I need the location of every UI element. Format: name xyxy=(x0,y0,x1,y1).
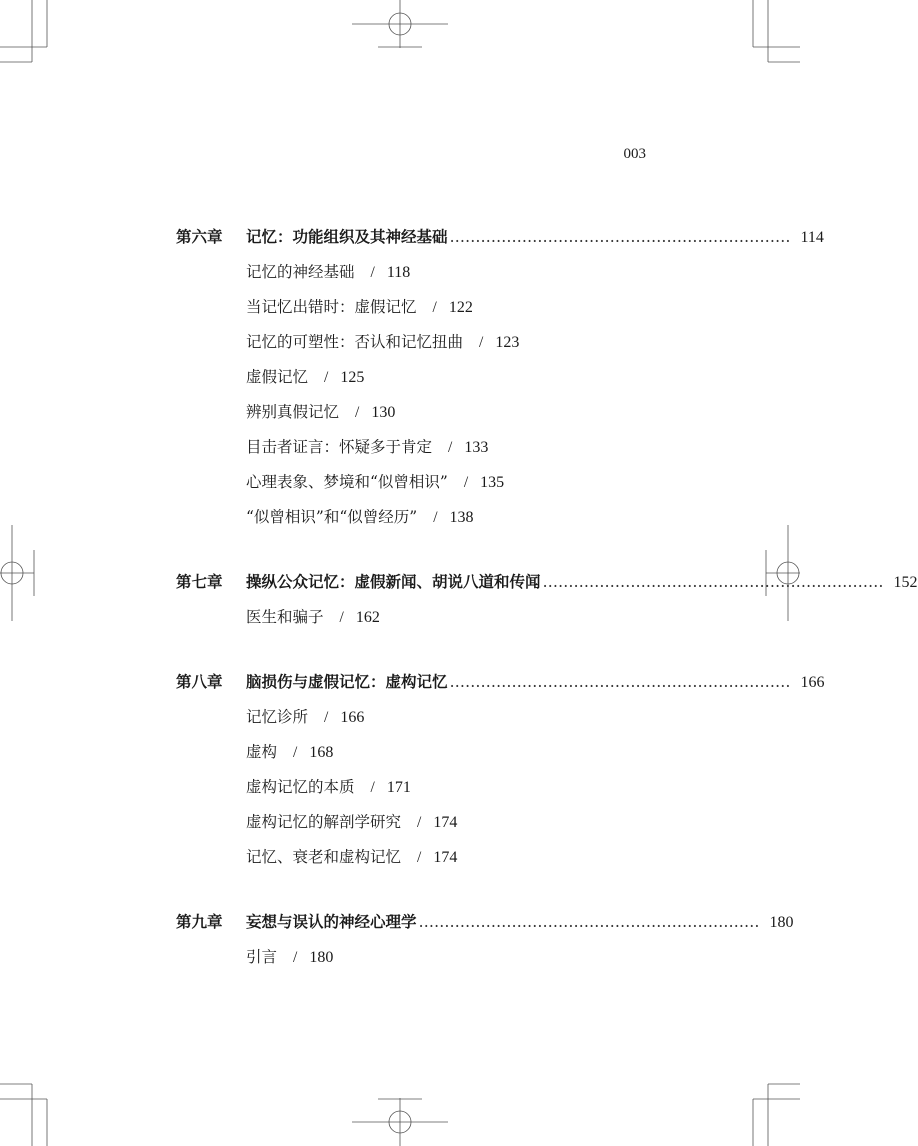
toc-section-entry[interactable] xyxy=(176,600,646,635)
section-title: 虚假记忆 xyxy=(246,368,309,386)
section-page-number: 166 xyxy=(340,709,365,726)
chapter-heading[interactable] xyxy=(176,220,824,255)
section-page-number: 180 xyxy=(309,949,334,966)
section-page-number: 125 xyxy=(340,369,365,386)
section-page-number: 174 xyxy=(433,814,458,831)
toc-section-entry[interactable] xyxy=(176,465,646,500)
page-separator: / xyxy=(370,264,375,281)
page-separator: / xyxy=(293,949,298,966)
chapter-title: 记忆：功能组织及其神经基础 xyxy=(246,228,448,246)
section-page-number: 118 xyxy=(386,264,411,281)
toc-section-entry[interactable] xyxy=(176,430,646,465)
chapter-page-number: 152 xyxy=(893,574,918,591)
dot-leader: ………………………………………………………… xyxy=(418,913,760,931)
toc-section-entry[interactable] xyxy=(176,290,646,325)
chapter-number: 第八章 xyxy=(176,673,223,691)
dot-leader: ………………………………………………………… xyxy=(449,228,791,246)
toc-section-entry[interactable] xyxy=(176,840,646,875)
toc-section-entry[interactable] xyxy=(176,735,646,770)
section-title: 记忆诊所 xyxy=(246,708,309,726)
section-title: “似曾相识”和“似曾经历” xyxy=(246,508,418,526)
section-page-number: 130 xyxy=(371,404,396,421)
page-separator: / xyxy=(448,439,453,456)
toc-section-entry[interactable] xyxy=(176,500,646,535)
toc-section-entry[interactable] xyxy=(176,395,646,430)
page-separator: / xyxy=(370,779,375,796)
table-of-contents xyxy=(176,220,918,1005)
toc-chapter xyxy=(176,665,825,875)
chapter-number: 第九章 xyxy=(176,913,223,931)
page-separator: / xyxy=(432,299,437,316)
toc-section-entry[interactable] xyxy=(176,325,646,360)
page-separator: / xyxy=(339,609,344,626)
page-separator: / xyxy=(355,404,360,421)
page-separator: / xyxy=(324,369,329,386)
dot-leader: ………………………………………………………… xyxy=(449,673,791,691)
chapter-heading[interactable] xyxy=(176,665,825,700)
dot-leader: ………………………………………………………… xyxy=(542,573,884,591)
section-title: 引言 xyxy=(246,948,278,966)
section-title: 记忆的神经基础 xyxy=(246,263,355,281)
toc-section-entry[interactable] xyxy=(176,805,646,840)
page-separator: / xyxy=(293,744,298,761)
chapter-number: 第七章 xyxy=(176,573,223,591)
page-separator: / xyxy=(324,709,329,726)
chapter-heading[interactable] xyxy=(176,565,918,600)
chapter-title: 脑损伤与虚假记忆：虚构记忆 xyxy=(246,673,448,691)
toc-chapter xyxy=(176,565,918,635)
section-page-number: 162 xyxy=(355,609,380,626)
section-title: 目击者证言：怀疑多于肯定 xyxy=(246,438,433,456)
section-page-number: 171 xyxy=(386,779,411,796)
page-separator: / xyxy=(479,334,484,351)
section-title: 虚构记忆的解剖学研究 xyxy=(246,813,402,831)
section-title: 当记忆出错时：虚假记忆 xyxy=(246,298,417,316)
section-page-number: 133 xyxy=(464,439,489,456)
section-page-number: 138 xyxy=(449,509,474,526)
chapter-title: 操纵公众记忆：虚假新闻、胡说八道和传闻 xyxy=(246,573,541,591)
chapter-page-number: 180 xyxy=(769,914,794,931)
toc-chapter xyxy=(176,220,824,535)
page-separator: / xyxy=(417,814,422,831)
toc-section-entry[interactable] xyxy=(176,700,646,735)
page-number: 003 xyxy=(623,146,646,162)
section-title: 心理表象、梦境和“似曾相识” xyxy=(246,473,448,491)
section-page-number: 135 xyxy=(480,474,505,491)
chapter-heading[interactable] xyxy=(176,905,794,940)
section-title: 记忆的可塑性：否认和记忆扭曲 xyxy=(246,333,464,351)
section-page-number: 123 xyxy=(495,334,520,351)
section-title: 记忆、衰老和虚构记忆 xyxy=(246,848,402,866)
page-separator: / xyxy=(433,509,438,526)
toc-chapter xyxy=(176,905,794,975)
section-page-number: 122 xyxy=(448,299,473,316)
toc-section-entry[interactable] xyxy=(176,770,646,805)
section-page-number: 174 xyxy=(433,849,458,866)
chapter-page-number: 166 xyxy=(800,674,825,691)
toc-section-entry[interactable] xyxy=(176,360,646,395)
page-separator: / xyxy=(417,849,422,866)
page-separator: / xyxy=(463,474,469,491)
section-page-number: 168 xyxy=(309,744,334,761)
toc-section-entry[interactable] xyxy=(176,940,646,975)
chapter-number: 第六章 xyxy=(176,228,223,246)
chapter-page-number: 114 xyxy=(800,229,824,246)
section-title: 医生和骗子 xyxy=(246,608,324,626)
section-title: 虚构记忆的本质 xyxy=(246,778,355,796)
section-title: 虚构 xyxy=(246,743,278,761)
chapter-title: 妄想与误认的神经心理学 xyxy=(246,913,417,931)
section-title: 辨别真假记忆 xyxy=(246,403,340,421)
toc-section-entry[interactable] xyxy=(176,255,646,290)
